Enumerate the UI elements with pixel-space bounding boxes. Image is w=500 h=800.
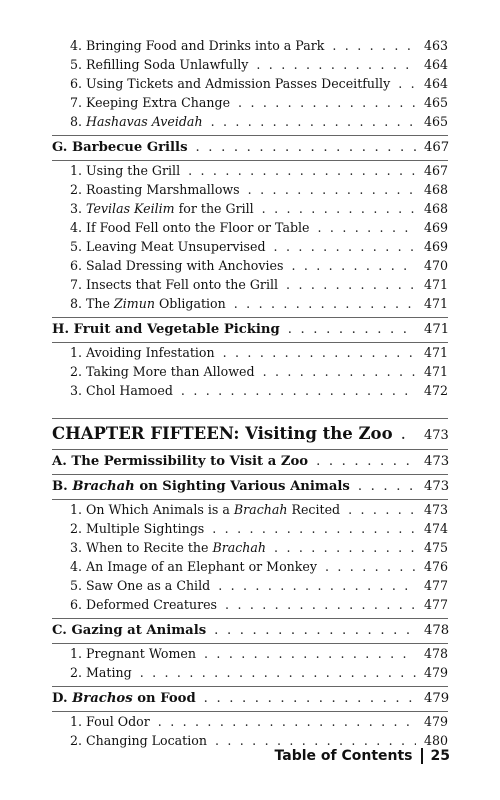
toc-section-a: A. The Permissibility to Visit a Zoo . . . 473 [52,450,448,474]
toc-item: 3. When to Recite the Brachah . . . 475 [52,538,448,557]
toc-section-h: H. Fruit and Vegetable Picking . . . 471 [52,318,448,342]
toc-item: 6. Salad Dressing with Anchovies . . . 470 [52,256,448,275]
toc-item: 1. Using the Grill . . . 467 [52,161,448,180]
toc-item: 7. Insects that Fell onto the Grill . . . 471 [52,275,448,294]
toc-section-b: B. Brachah on Sighting Various Animals . . . 473 [52,475,448,499]
footer-separator [421,748,423,764]
toc-item: 1. Pregnant Women . . . 478 [52,644,448,663]
toc-item: 3. Chol Hamoed . . . 472 [52,381,448,400]
toc-section-c: C. Gazing at Animals . . . 478 [52,619,448,643]
toc-item: 4. An Image of an Elephant or Monkey . . . 476 [52,557,448,576]
toc-chapter-heading: CHAPTER FIFTEEN: Visiting the Zoo . . . 473 [52,419,448,449]
toc-item: 8. Hashavas Aveidah . . . 465 [52,112,448,131]
toc-item: 2. Taking More than Allowed . . . 471 [52,362,448,381]
toc-item: 4. If Food Fell onto the Floor or Table . . . 469 [52,218,448,237]
toc-item: 6. Using Tickets and Admission Passes Deceitfully . . . 464 [52,74,448,93]
toc-item: 5. Leaving Meat Unsupervised . . . 469 [52,237,448,256]
toc-section-g: G. Barbecue Grills . . . 467 [52,136,448,160]
running-title: Table of Contents [274,748,413,764]
toc-item: 6. Deformed Creatures . . . 477 [52,595,448,614]
toc-item: 2. Mating . . . 479 [52,663,448,682]
toc-item: 8. The Zimun Obligation . . . 471 [52,294,448,313]
toc-item: 1. Avoiding Infestation . . . 471 [52,343,448,362]
toc-item: 2. Changing Location . . . 480 [52,731,448,750]
toc-item: 2. Multiple Sightings . . . 474 [52,519,448,538]
toc-item: 2. Roasting Marshmallows . . . 468 [52,180,448,199]
page-number: 25 [430,748,450,764]
toc-item: 1. On Which Animals is a Brachah Recited . . . 473 [52,500,448,519]
toc-item: 3. Tevilas Keilim for the Grill . . . 468 [52,199,448,218]
table-of-contents [52,36,448,750]
toc-item: 7. Keeping Extra Change . . . 465 [52,93,448,112]
toc-section-d: D. Brachos on Food . . . 479 [52,687,448,711]
toc-item: 5. Refilling Soda Unlawfully . . . 464 [52,55,448,74]
toc-item: 1. Foul Odor . . . 479 [52,712,448,731]
toc-item: 5. Saw One as a Child . . . 477 [52,576,448,595]
page-footer [275,748,451,764]
toc-item: 4. Bringing Food and Drinks into a Park . . . 463 [52,36,448,55]
